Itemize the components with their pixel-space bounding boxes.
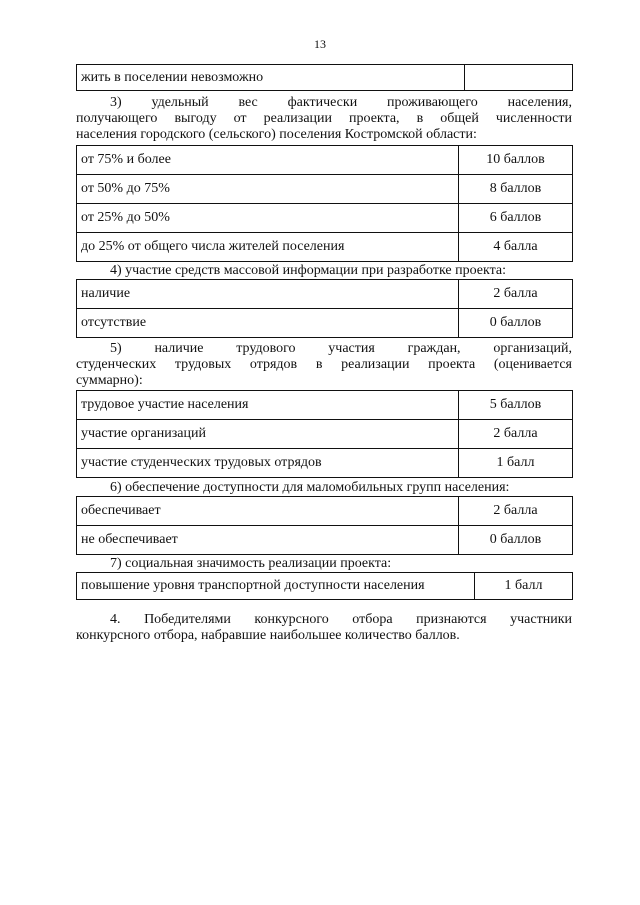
page-number: 13 bbox=[314, 37, 326, 51]
row-value: 5 баллов bbox=[459, 391, 573, 420]
table-row bbox=[77, 573, 573, 600]
table-row bbox=[77, 146, 573, 175]
closing-paragraph bbox=[76, 612, 572, 644]
section-4-heading bbox=[76, 263, 572, 279]
section-5-line-3: суммарно): bbox=[76, 373, 143, 388]
row-label: не обеспечивает bbox=[77, 526, 459, 555]
section-4-table bbox=[76, 279, 573, 338]
row-value: 2 балла bbox=[459, 280, 573, 309]
closing-line-1: 4. Победителями конкурсного отбора признаются участники bbox=[110, 612, 572, 627]
row-value: 6 баллов bbox=[459, 204, 573, 233]
row-value bbox=[465, 65, 573, 91]
table-row bbox=[77, 449, 573, 478]
section-7-heading bbox=[76, 556, 572, 572]
section-3-line-1: 3) удельный вес фактически проживающего населения, bbox=[110, 95, 572, 110]
section-5-table bbox=[76, 390, 573, 478]
section-6-line: 6) обеспечение доступности для маломобильных групп населения: bbox=[110, 480, 510, 495]
row-label: участие студенческих трудовых отрядов bbox=[77, 449, 459, 478]
row-label: жить в поселении невозможно bbox=[77, 65, 465, 91]
row-label: от 50% до 75% bbox=[77, 175, 459, 204]
section-3-line-2: получающего выгоду от реализации проекта, в общей численности bbox=[76, 111, 572, 126]
section-6-heading bbox=[76, 480, 572, 496]
table-row bbox=[77, 526, 573, 555]
row-value: 8 баллов bbox=[459, 175, 573, 204]
table-row bbox=[77, 420, 573, 449]
section-4-line: 4) участие средств массовой информации при разработке проекта: bbox=[110, 263, 507, 278]
section-3-heading bbox=[76, 95, 572, 143]
section-5-line-2: студенческих трудовых отрядов в реализации проекта (оценивается bbox=[76, 357, 572, 372]
section-7-line: 7) социальная значимость реализации проекта: bbox=[110, 556, 392, 571]
section-3-table bbox=[76, 145, 573, 262]
section-7-table bbox=[76, 572, 573, 600]
section-6-table bbox=[76, 496, 573, 555]
row-label: наличие bbox=[77, 280, 459, 309]
closing-line-2: конкурсного отбора, набравшие наибольшее количество баллов. bbox=[76, 628, 460, 643]
section-5-heading bbox=[76, 341, 572, 389]
row-value: 10 баллов bbox=[459, 146, 573, 175]
row-label: от 75% и более bbox=[77, 146, 459, 175]
row-value: 0 баллов bbox=[459, 309, 573, 338]
row-value: 2 балла bbox=[459, 420, 573, 449]
section-5-line-1: 5) наличие трудового участия граждан, организаций, bbox=[110, 341, 572, 356]
row-label: обеспечивает bbox=[77, 497, 459, 526]
row-value: 0 баллов bbox=[459, 526, 573, 555]
row-value: 2 балла bbox=[459, 497, 573, 526]
table-row bbox=[77, 391, 573, 420]
row-label: повышение уровня транспортной доступности населения bbox=[77, 573, 475, 600]
table-row bbox=[77, 65, 573, 91]
table-row bbox=[77, 175, 573, 204]
table-row bbox=[77, 233, 573, 262]
row-value: 1 балл bbox=[459, 449, 573, 478]
row-value: 4 балла bbox=[459, 233, 573, 262]
table-continuation bbox=[76, 64, 573, 91]
row-label: до 25% от общего числа жителей поселения bbox=[77, 233, 459, 262]
table-row bbox=[77, 280, 573, 309]
table-row bbox=[77, 497, 573, 526]
row-label: участие организаций bbox=[77, 420, 459, 449]
row-label: от 25% до 50% bbox=[77, 204, 459, 233]
section-3-line-3: населения городского (сельского) поселения Костромской области: bbox=[76, 127, 477, 142]
row-label: трудовое участие населения bbox=[77, 391, 459, 420]
table-row bbox=[77, 309, 573, 338]
row-value: 1 балл bbox=[475, 573, 573, 600]
table-row bbox=[77, 204, 573, 233]
row-label: отсутствие bbox=[77, 309, 459, 338]
